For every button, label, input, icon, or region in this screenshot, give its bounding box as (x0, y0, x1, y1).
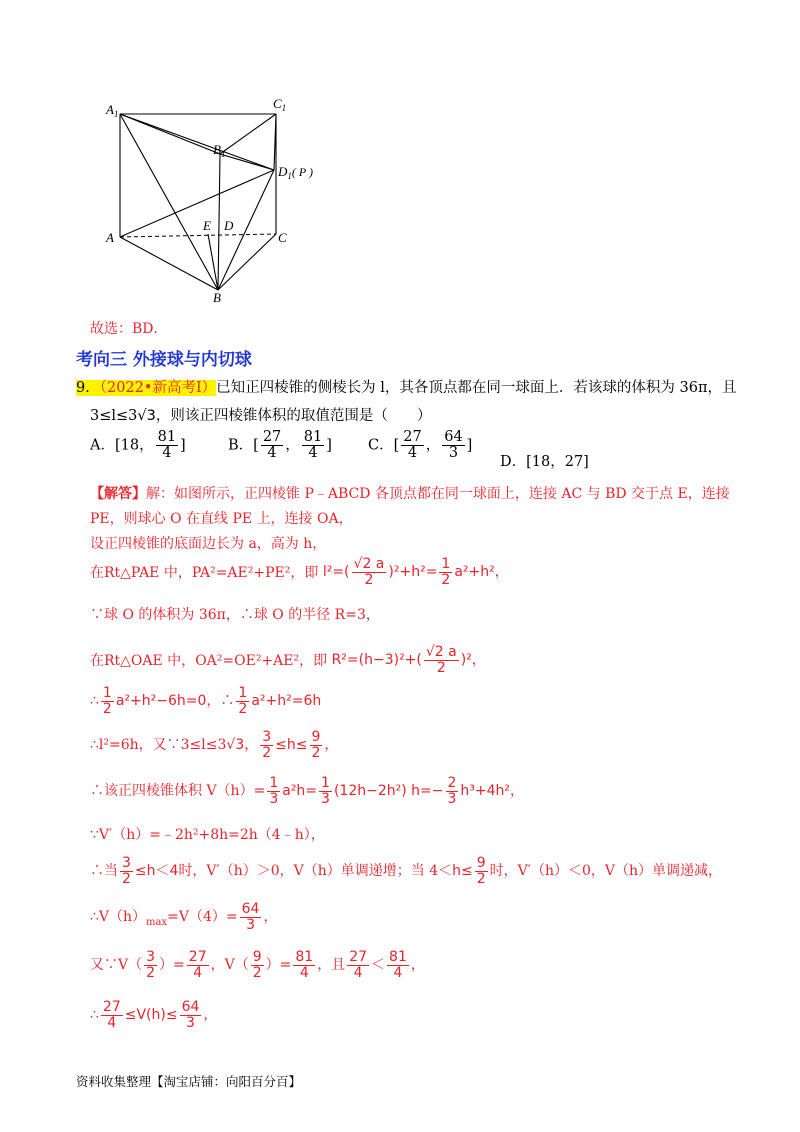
solution-line-2: PE，则球心 O 在直线 PE 上，连接 OA， (90, 511, 353, 527)
option-d[interactable]: D．[18，27] (500, 454, 589, 470)
solution-line-1: 【解答】解：如图所示，正四棱锥 P﹣ABCD 各顶点都在同一球面上，连接 AC 与 BD 交于点 E，连接 (90, 486, 730, 502)
label-b1: $B_1$ (213, 142, 226, 159)
label-a: A (106, 230, 114, 245)
geometry-figure (100, 92, 340, 307)
solution-line-12: $\therefore V(h)_{max}=V(4)=$ $\frac{64}{3}$ ， (90, 901, 278, 933)
solution-line-3: 设正四棱锥的底面边长为 a，高为 h， (90, 536, 327, 552)
solution-line-7: ∴ $\frac{1}{2}$ a²+h²−6h=0，∴ $\frac{1}{2}$ a²+h²=6h (90, 685, 322, 717)
solution-line-5: ∵球 O 的体积为 36π，∴球 O 的半径 R=3， (90, 607, 380, 623)
label-b: B (213, 290, 221, 305)
label-e: E (203, 218, 211, 233)
option-b[interactable]: B．[ $\frac{27}{4}$ ， $\frac{81}{4}$ ] (228, 429, 332, 462)
page-footer: 资料收集整理【淘宝店铺：向阳百分百】 (76, 1074, 302, 1089)
prism-diagram (100, 92, 340, 307)
option-c[interactable]: C．[ $\frac{27}{4}$ ， $\frac{64}{3}$ ] (368, 429, 473, 462)
solution-line-8: ∴l²=6h，又∵3≤l≤3√3， $\frac{3}{2}$ ≤h≤ $\frac{9}{2}$ ， (90, 729, 339, 761)
label-c: C (278, 230, 287, 245)
section-heading: 考向三 外接球与内切球 (76, 350, 252, 370)
label-c1: $C_1$ (273, 96, 287, 113)
option-a[interactable]: A．[18， $\frac{81}{4}$ ] (90, 429, 186, 462)
solution-line-11: ∴当 $\frac{3}{2}$ ≤h＜4时，V′（h）＞0，V（h）单调递增；当 4＜h≤ $\frac{9}{2}$ 时，V′（h）＜0，V（h）单调递减， (90, 855, 723, 887)
label-d: D (224, 218, 234, 233)
solution-line-10: ∵V′（h）=﹣2h²+8h=2h（4﹣h）， (90, 827, 325, 843)
question-line-2: 3≤l≤3√3，则该正四棱锥体积的取值范围是（ ） (90, 408, 432, 424)
solution-line-13: 又∵V（ $\frac{3}{2}$ ）= $\frac{27}{4}$ ，V（ $\frac{9}{2}$ ）= $\frac{81}{4}$ ，且 $\frac{27}{4}$ ＜ $\frac{81}{4}$ ， (90, 949, 425, 981)
question-number-source: 9．（2022•新高考Ⅰ） (76, 380, 217, 396)
question-line-1: 9．（2022•新高考Ⅰ）已知正四棱锥的侧棱长为 l，其各顶点都在同一球面上．若该球的体积为 36π，且 (76, 380, 737, 396)
solution-line-4: 在Rt△PAE 中，PA²=AE²+PE²，即 l²=( $\frac{√2 a}{2}$ )²+h²= $\frac{1}{2}$ a²+h²， (90, 556, 509, 588)
label-a1: $A_1$ (106, 102, 119, 119)
solution-line-9: ∴该正四棱锥体积 V（h）= $\frac{1}{3}$ a²h= $\frac{1}{3}$ (12h−2h²) h=− $\frac{2}{3}$ h³+4h²， (90, 775, 525, 807)
previous-answer: 故选：BD． (90, 321, 168, 337)
label-d1p: $D_1$( P ) (278, 164, 313, 181)
solution-line-14: ∴ $\frac{27}{4}$ ≤V(h)≤ $\frac{64}{3}$ ， (90, 999, 218, 1031)
solution-line-6: 在Rt△OAE 中，OA²=OE²+AE²，即 R²=(h−3)²+( $\frac{√2 a}{2}$ )²， (90, 644, 486, 676)
